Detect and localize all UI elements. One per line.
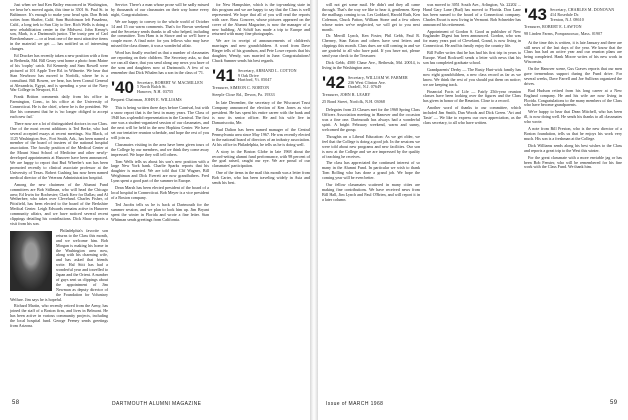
paragraph: Delegates from 23 Classes met for the 1968 Spring Class Officers Association meeting in Hanover and the occasion was a fine one. Dartmouth has always had a wonderful spirit. A bright February weekend, warm and sunny, welcomed the group. — [322, 107, 420, 132]
paragraph: There now are a lot of distinguished doctors in our Class. One of the most recent additions is Ted Berke, who had several accepted essays at recent meetings. Stu Black, of 1125 Washington Ave., Fort Smith, Ark., has been named a member of the board of trustees of the national hospital association. The faculty position of the Medical Center at the Mount Sinai School of Medicine and other newly-developed appointments at Hanover have been announced. We are happy to report that Bud Wheeler's son has been promoted recently to clinical associate professor at the University of Texas. Robert Cushing has now been named medical director of the Veterans Administration hospital. — [10, 120, 108, 180]
paragraph: will not get some mail. He didn't and they all came through. That's the way we like to hear it, gentlemen. Keep the mailbags coming to us. Les Goddard, Harold Ruth, Ken Coleman, Chuck Patton, William Stone and a few others whose notes we've neglected, we will get to you next month. — [322, 3, 420, 32]
col1-text-top — [10, 3, 108, 227]
secretary-address: 414 Rosedale Dr. — [549, 11, 580, 17]
secretary-label: Secretary, ROBERT W. MACMILLEN — [136, 79, 203, 85]
paragraph: Classmates visiting in the area have been given tours of the College by our members, and we think they come away impressed. We hope they will tell others. — [111, 141, 209, 157]
col1-text-bottom — [10, 229, 108, 329]
secretary-label: Secretary, ARMAND L. COTTON — [237, 67, 297, 73]
class-number: '43 — [524, 5, 547, 24]
paragraph: One of the items in the mail this month was a letter from Bob Carter, who has been traveling widely in Asia and sends his best. — [212, 170, 310, 186]
paragraph: was moved to 3051 South Ave., Arlington, Va. 22202 ... Hand Gary Lane (Bud) has moved to Florida. Don Lane has been named to the board of a Connecticut company. Charles Ewart is now living in Vermont. Bob Schneider has announced his retirement. — [423, 3, 521, 27]
paragraph: For the great classmate with a more enviable jag or has been Bob Fenster, who will be remembered for his fine work with the Class Fund. We thank him. — [524, 154, 622, 170]
paragraph: Tom Wells tells us about his son's new position with a large New York bank. Charlie Sparks reports that his daughter is married. We are told that Clif Wagner, Bill Weightman and Dick Everett are now grandfathers. Fred Lynn spent a good part of the summer in Europe. — [111, 158, 209, 184]
page-number: 58 — [12, 400, 20, 406]
class-number: '42 — [322, 72, 345, 92]
paragraph: Dr. Merrill Lynch, Ken Foster, Phil Gebb, Paul R. Cherney, Stan Eaton and others have sent letters and clippings this month. Class dues are still coming in and we are grateful to all who have paid. If you have not, please send your check to the Treasurer. — [322, 33, 420, 59]
secretary-label: Secretary, CHARLES M. DONOVAN — [549, 7, 615, 12]
secretary-address: 5 North Balch St. — [136, 84, 167, 90]
agent-label: Treasurer, ROBERT E. LAWTON — [524, 24, 582, 29]
left-column-3 — [212, 3, 310, 395]
paragraph: This is being written three days before Carnival, but with a snow report that is the best in many years. The Class of 1940 has a splendid representation in the Carnival. The first one was a student-organized session of our classmates, and the next will be held in the new Hopkins Center. We have set our tentative reunion schedule, and hope the rest of you will join us. — [111, 105, 209, 140]
right-page — [318, 0, 628, 420]
paragraph: At the time this is written, it is late January and there are still news of the last days of the year. We know that the Class has had an active year and our reunion plans are being completed. Hank Moore writes of his new work in Wisconsin. — [524, 39, 622, 65]
paragraph: Among the new chairmen of the Alumni Fund committees are Bob Stillman, who will head the Chicago area; Ed Irwin for Rochester; Clark Kerr for Dallas; and Al Wetherbee, who takes over Cleveland. Charles Fisher, of Pittsfield, has been elected to the board of the Berkshire Medical Center. Leigh Edwards remains active in Hanover community affairs, and we have noticed several recent clippings detailing his contributions. Dick Shaw reports a visit from his son. — [10, 181, 108, 226]
paragraph: We are happy to convey to the whole world of October 14 and 15 our warm comments. That's for Brown weekend and the Secretary sends thanks to all who helped, including the committee. Tom Ham is in Stowe and so we'll have a couple more. A final note: for you fellows who may have missed the class dinner, it was a wonderful affair. — [111, 18, 209, 49]
left-column-2 — [111, 3, 209, 395]
paragraph: Our fellow classmates scattered in many cities are making fine contributions. We have received news from Bill Hall, Jim Lynch and Paul O'Brien, and will report it in a later column. — [322, 182, 420, 202]
secretary-label: Secretary, WILLIAM W. FARMER — [347, 74, 408, 80]
paragraph: The class has appreciated the continued interest of so many in the Alumni Fund. In particular we wish to thank Tom Bolling who has done a grand job. We hope the coming year will be even better. — [322, 160, 420, 181]
secretary-address: Oradell, N.J. 07649 — [347, 84, 382, 90]
class-heading-40 — [111, 79, 209, 103]
paragraph: Ed Drucker has recently taken a new position with a firm in Bethesda, Md. Bill Geary sent home a photo from Maine of his 'trophy' catch. Ed Kennedy and Sam Rowell were pictured at 101 Apple Tree Rd. in Wilmette. We hear that Stan Newbrow has moved to Norfolk, where he is a consultant. Bill Bowen, we hear, has been Consul General at Alexandria, Egypt, and is spending a year at the Navy War College in Newport, R.I. — [10, 53, 108, 93]
secretary-address: Hanover, N.H. 03755 — [136, 89, 174, 95]
paragraph: Bud Dalton has been named manager of the Central Pennsylvania area since May 1967. He was recently elected to the national board of directors of an industry association. At his office in Philadelphia, he tells us he is doing well. — [212, 127, 310, 147]
class-number: '40 — [111, 77, 134, 97]
agent-address: Steeple Close Rd., Devon, Pa. 19333 — [212, 91, 275, 97]
paragraph: Another word of thanks to our committee, which included Jim Smith, Dan Woods and Dick Green. 'Art and Taste' — We like to express our own appreciation, as the class secretary, to all who have written. — [423, 105, 521, 125]
class-heading-43 — [524, 6, 622, 37]
magazine-title: DARTMOUTH ALUMNI MAGAZINE — [112, 401, 202, 407]
left-page — [0, 0, 310, 420]
class-heading-41 — [212, 67, 310, 98]
paragraph: In late December, the secretary of the Wiscasset Trust Company announced the election of Ken Jones as vice president. He has spent his entire career with the bank and is now its senior officer. He and his wife live in Damariscotta, Me. — [212, 100, 310, 126]
paragraph: Dean Marsh has been elected president of the board of a local hospital in Connecticut. Bob Meyer is a vice president of a Boston company. — [111, 185, 209, 200]
page-number: 59 — [610, 400, 618, 406]
paragraph: Dick Gebb, 4500 Chase Ave., Bethesda, Md. 20014, is living in the Washington area. — [322, 59, 420, 70]
paragraph: We're happy to hear that Dean Mitchell, who has been ill, is now doing well. He sends his thanks to all classmates who wrote. — [524, 109, 622, 125]
paragraph: Just when we had Ken Bailey ensconced in Washington, we hear he's moved again, this time to 3501 St. Paul St. in Baltimore. It's enough to make your head spin. Don Brink writes from Shafter, Calif. Sam Hutchinson left Pasadena, Calif., a long trek to Sun City to live. Rich Wells is doing a new rehabilitation center in the Midwest. John Kenny's son, Mark, is a Dartmouth junior. The trusty pen of Carl Boeckenhauer — or at least one of the most attractive items in the material we get — has notified us of interesting changes. — [10, 3, 108, 52]
right-column-2 — [423, 3, 521, 395]
agent-address: 98 Linden Farms, Pompanoosuc, Mass. 01907 — [524, 30, 603, 36]
secretary-address: 236 West Clinton Ave. — [347, 79, 387, 85]
portrait-photo — [10, 231, 52, 291]
right-column-3 — [524, 3, 622, 395]
agent-label: Bequest Chairman, JOHN E. WILLIAMS — [111, 96, 182, 102]
paragraph: We are in receipt of announcements of children's marriages and new grandchildren. A word from Dave Rieger tells of his grandson, and Pete Lowe reports that his daughter, Wendy, was married in June. Congratulations! Chuck Sumner sends his best regards. — [212, 38, 310, 63]
paragraph: Thoughts on a Liberal Education: As we get older, we feel that the College is doing a good job. In the sessions we were told about new programs and new facilities. Our son is now at the College and we are impressed by the quality of teaching he receives. — [322, 133, 420, 159]
paragraph: A note from Bill Preston, who is the new director of a Boston foundation, tells us that he enjoys his work very much. His son is a freshman at the College. — [524, 126, 622, 141]
paragraph: Philadelphia's favorite son returns to the Class this month, and we welcome him. Bob Morgan is making his home in the Washington area now, along with his charming wife, and has asked that friends write. Hal Stitt has had a wonderful year and travelled to Japan and the Orient. A number of guys sent us clippings about the appointment of Jim Newman as deputy director of the Foundation for Voluntary Welfare. Jim says he is hopeful. — [10, 227, 108, 302]
paragraph: A story in the Boston Globe in late 1968 about the record-setting alumni fund performance, with 98 percent of the goal raised, caught our eye. We are proud of our classmates' participation. — [212, 148, 310, 169]
paragraph: Service. There's a man whose prose will be sadly missed by thousands of our classmates on their way home every night, Congratulations. — [111, 3, 209, 17]
paragraph: Appointment of Gordon S. Good as publisher of New Englander Digest has been announced. Gordon, who was for many years part of Cleveland, Grand, is now living in Connecticut. He and his family enjoy the country life. — [423, 28, 521, 49]
paragraph: Financial Facts of Life — Fairly 25th-year reunion classes have been looking over the figures and the Class has given in honor of the Reunion. Close to a record. — [423, 88, 521, 104]
paragraph: Bud Hudson retired from his long career at a New England company. He and his wife are now living in Florida. Congratulations to the many members of the Class who have become grandparents. — [524, 87, 622, 108]
right-column-1 — [322, 3, 420, 395]
issue-date: Issue of MARCH 1968 — [326, 401, 384, 407]
paragraph: Dick Williams sends along his best wishes to the Class and reports a great trip to the West this winter. — [524, 142, 622, 153]
class-number: '41 — [212, 65, 235, 85]
secretary-address: Hartford, Vt. 05047 — [237, 77, 272, 83]
page-gutter — [310, 0, 318, 420]
paragraph: for New Hampshire, which is the top-ranking state in this program and we are happy to say that the Class is well represented. We hope that all of you will read the reports with care. Russ Conover, whose pictures appeared on the cover of the Alumni Magazine, is now the manager of a new building. Al Schiff has made a trip to Europe and returned with many fine photographs. — [212, 3, 310, 37]
agent-label: Treasurer, SIMEON C. NORTON — [212, 84, 270, 90]
class-heading-42 — [322, 74, 420, 105]
paragraph: Ted Jacobs tells us he is back at Dartmouth for the summer session, and we plan to look him up. Jim Bryant spent the winter in Florida and wrote a fine letter. Stan Whitman sends greetings from California. — [111, 201, 209, 222]
secretary-address: 9 Oak Drive — [237, 72, 259, 78]
paragraph: Grandparents' Derby — The Rusty Hart-wick family has now eight grandchildren, a new class record as far as we know. We think the rest of you should put them on notice; we are keeping track. — [423, 66, 521, 87]
agent-label: Treasurer, JOHN R. LEARY — [322, 91, 371, 97]
left-column-1 — [10, 3, 108, 395]
paragraph: On the Hanover scene, Gus Graves reports that our men gave tremendous support during the Fund drive. For several weeks, Dave Farrell and Joe Sullivan organized the drives. — [524, 66, 622, 86]
secretary-address: Trenton, N.J. 08610 — [549, 16, 584, 22]
paragraph: Richard Martin, who recently retired from the Army, has joined the staff of a Boston firm, and lives in Belmont. He has been active in various community projects, including the local hospital fund. George Feeney sends greetings from Arizona. — [10, 303, 108, 329]
paragraph: Bill Fuller writes that he has had his first trip in years to Europe. Ward Rockwell sends a letter with news that his son has completed graduate school. — [423, 50, 521, 65]
agent-address: 25 Bond Street, Norfolk, N.H. 03068 — [322, 98, 385, 104]
paragraph: Frank Britton comments daily from his office in Farmington, Conn., in his office at the University of Connecticut. He is the chief, where he is the president. We like his comment that he is 'no longer obliged to accept each new fad.' — [10, 94, 108, 119]
paragraph: Word has finally reached us that a number of classmates are reporting on their children. The Secretary asks, so that we can all share, that you send along any news you have of the sons and daughters now at Dartmouth. A few of us remember that Dick Whalen has a son in the class of '71. — [111, 50, 209, 75]
